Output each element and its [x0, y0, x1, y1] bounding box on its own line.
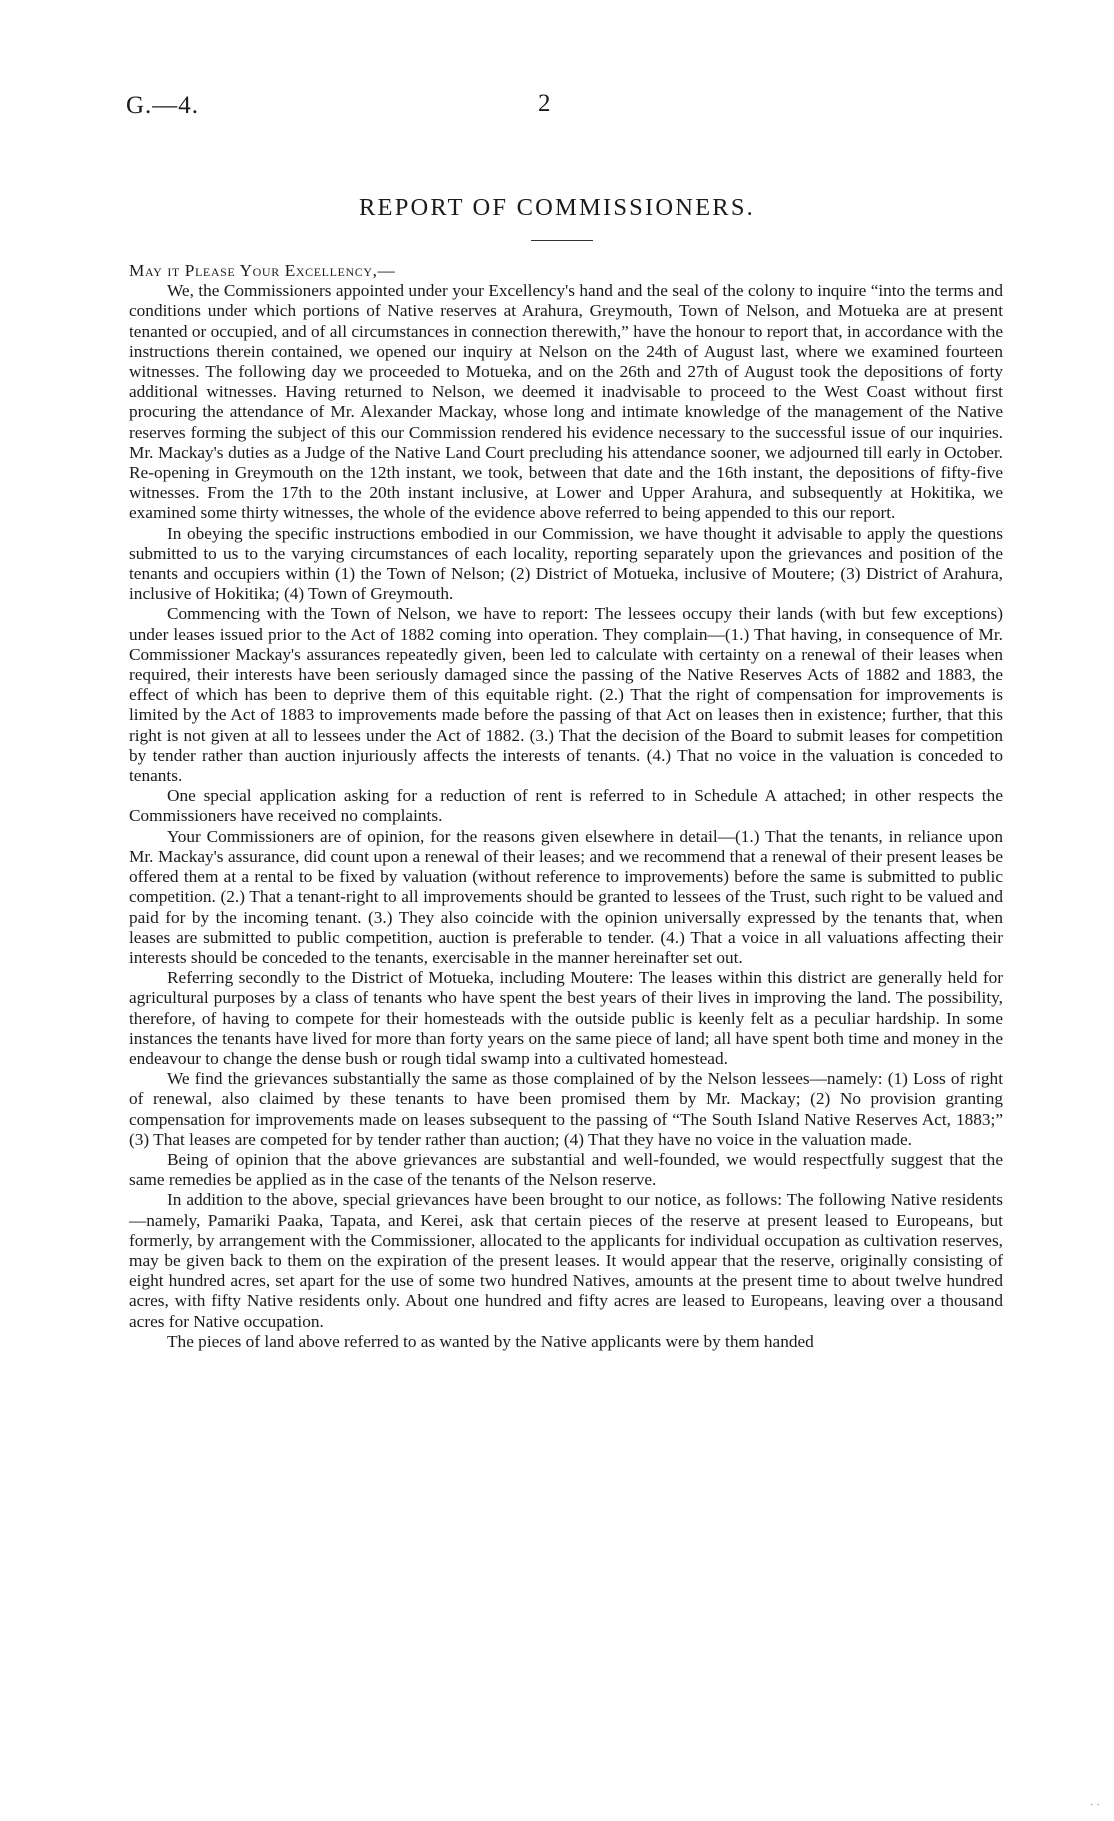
report-title: REPORT OF COMMISSIONERS.	[358, 194, 755, 221]
paragraph-nelson-complaints: Commencing with the Town of Nelson, we have to report: The lessees occupy their lands (with but few exceptions) under leases issued prior to the Act of 1882 coming into operation. They complain—(1.) That having, in consequence of Mr. Commissioner Mackay's assurances repeatedly given, been led to calculate with certainty on a renewal of their leases when required, their interests have been seriously damaged since the passing of the Native Reserves Acts of 1882 and 1883, the effect of which has been to deprive them of this equitable right. (2.) That the right of compensation for improvements is limited by the Act of 1883 to improvements made before the passing of that Act on leases then in existence; further, that this right is not given at all to lessees under the Act of 1882. (3.) That the decision of the Board to submit leases for competition by tender rather than auction injuriously affects the interests of tenants. (4.) That no voice in the valuation is conceded to tenants.	[129, 604, 1003, 786]
paragraph-instructions: In obeying the specific instructions embodied in our Commission, we have thought it advisable to apply the questions submitted to us to the varying circumstances of each locality, reporting separately upon the grievances and position of the tenants and occupiers within (1) the Town of Nelson; (2) District of Motueka, inclusive of Moutere; (3) District of Arahura, inclusive of Hokitika; (4) Town of Greymouth.	[129, 523, 1003, 604]
salutation: May it Please Your Excellency,—	[129, 261, 396, 280]
paragraph-motueka-leases: Referring secondly to the District of Motueka, including Moutere: The leases within this district are generally held for agricultural purposes by a class of tenants who have spent the best years of their lives in improving the land. The possibility, therefore, of having to compete for their homesteads with the outside public is keenly felt as a peculiar hardship. In some instances the tenants have lived for more than forty years on the same piece of land; all have spent both time and money in the endeavour to change the dense bush or rough tidal swamp into a cultivated homestead.	[129, 968, 1003, 1068]
title-divider	[531, 240, 593, 241]
scan-specks: · ·	[1089, 1799, 1100, 1811]
paragraph-motueka-grievances: We find the grievances substantially the same as those complained of by the Nelson lessees—namely: (1) Loss of right of renewal, also claimed by these tenants to have been promised them by Mr. Mackay; (2) No provision granting compensation for improvements made on leases subsequent to the passing of “The South Island Native Reserves Act, 1883;” (3) That leases are competed for by tender rather than auction; (4) That they have no voice in the valuation made.	[129, 1069, 1003, 1149]
report-reference: G.—4.	[126, 92, 200, 119]
paragraph-appointment: We, the Commissioners appointed under your Excellency's hand and the seal of the colony to inquire “into the terms and conditions under which portions of Native reserves at Arahura, Greymouth, Town of Nelson, and Motueka are at present tenanted or occupied, and of all circumstances in connection therewith,” have the honour to report that, in accordance with the instructions therein contained, we opened our inquiry at Nelson on the 24th of August last, where we examined fourteen witnesses. The following day we proceeded to Motueka, and on the 26th and 27th of August took the depositions of forty additional witnesses. Having returned to Nelson, we deemed it inadvisable to proceed to the West Coast without first procuring the attendance of Mr. Alexander Mackay, whose long and intimate knowledge of the management of the Native reserves forming the subject of this our Commission rendered his evidence necessary to the successful issue of our inquiries. Mr. Mackay's duties as a Judge of the Native Land Court precluding his attendance sooner, we adjourned till early in October. Re-opening in Greymouth on the 12th instant, we took, between that date and the 16th instant, the depositions of fifty-five witnesses. From the 17th to the 20th instant inclusive, at Lower and Upper Arahura, and subsequently at Hokitika, we examined some thirty witnesses, the whole of the evidence above referred to being appended to this our report.	[129, 281, 1003, 523]
paragraph-remedies: Being of opinion that the above grievances are substantial and well-founded, we would respectfully suggest that the same remedies be applied as in the case of the tenants of the Nelson reserve.	[129, 1149, 1003, 1190]
paragraph-native-grievances: In addition to the above, special grievances have been brought to our notice, as follows: The following Native residents—namely, Pamariki Paaka, Tapata, and Kerei, ask that certain pieces of the reserve at present leased to Europeans, but formerly, by arrangement with the Commissioner, allocated to the applicants for individual occupation as cultivation reserves, may be given back to them on the expiration of the present leases. It would appear that the reserve, originally consisting of eight hundred acres, set apart for the use of some two hundred Natives, amounts at the present time to about twelve hundred acres, with fifty Native residents only. About one hundred and fifty acres are leased to Europeans, leaving over a thousand acres for Native occupation.	[129, 1190, 1003, 1331]
paragraph-continued: The pieces of land above referred to as wanted by the Native applicants were by them handed	[167, 1331, 814, 1351]
paragraph-special-application: One special application asking for a reduction of rent is referred to in Schedule A attached; in other respects the Commissioners have received no complaints.	[129, 786, 1003, 826]
paragraph-nelson-recommendations: Your Commissioners are of opinion, for the reasons given elsewhere in detail—(1.) That the tenants, in reliance upon Mr. Mackay's assurance, did count upon a renewal of their leases; and we recommend that a renewal of their present leases be offered them at a rental to be fixed by valuation (without reference to improvements) before the same is submitted to public competition. (2.) That a tenant-right to all improvements should be granted to lessees of the Trust, such right to be valued and paid for by the incoming tenant. (3.) They also coincide with the opinion universally expressed by the tenants that, when leases are submitted to public competition, auction is preferable to tender. (4.) That a voice in all valuations affecting their interests should be conceded to the tenants, exercisable in the manner hereinafter set out.	[129, 826, 1003, 967]
page-number: 2	[538, 90, 551, 117]
report-body	[129, 261, 1003, 1352]
